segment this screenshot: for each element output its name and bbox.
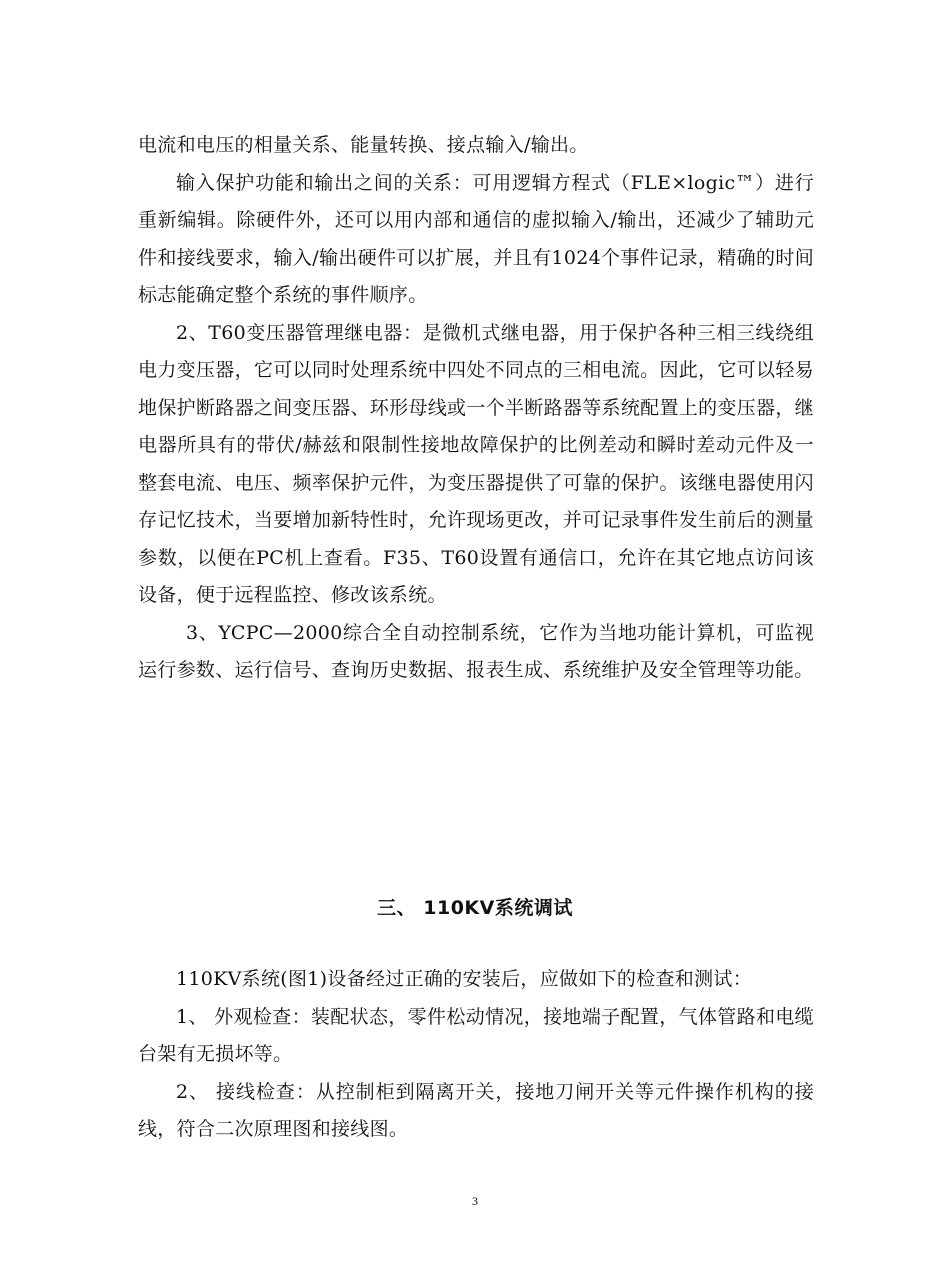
paragraph-wiring-inspection: 2、 接线检查：从控制柜到隔离开关，接地刀闸开关等元件操作机构的接线，符合二次原理图和接线图。	[138, 1080, 814, 1140]
paragraph-ycpc-system: 3、YCPC—2000综合全自动控制系统，它作为当地功能计算机，可监视运行参数、运行信号、查询历史数据、报表生成、系统维护及安全管理等功能。	[138, 621, 814, 681]
paragraph-t60-relay: 2、T60变压器管理继电器：是微机式继电器，用于保护各种三相三线绕组电力变压器，它可以同时处理系统中四处不同点的三相电流。因此，它可以轻易地保护断路器之间变压器、环形母线或一个半断路器等系统配置上的变压器，继电器所具有的带伏/赫兹和限制性接地故障保护的比例差动和瞬时差动元件及一整套电流、电压、频率保护元件，为变压器提供了可靠的保护。该继电器使用闪存记忆技术，当要增加新特性时，允许现场更改，并可记录事件发生前后的测量参数，以便在PC机上查看。F35、T60设置有通信口，允许在其它地点访问该设备，便于远程监控、修改该系统。	[138, 321, 814, 606]
lower-body-text	[138, 961, 814, 1149]
upper-body-text	[138, 127, 814, 690]
paragraph-logic-equation: 输入保护功能和输出之间的关系：可用逻辑方程式（FLE×logic™）进行重新编辑。除硬件外，还可以用内部和通信的虚拟输入/输出，还减少了辅助元件和接线要求，输入/输出硬件可以扩展，并且有1024个事件记录，精确的时间标志能确定整个系统的事件顺序。	[138, 171, 814, 306]
paragraph-visual-inspection: 1、 外观检查：装配状态，零件松动情况，接地端子配置，气体管路和电缆台架有无损坏等。	[138, 1005, 814, 1065]
page-number: 3	[472, 1194, 478, 1208]
section-heading: 三、 110KV系统调试	[377, 897, 573, 919]
paragraph-110kv-intro: 110KV系统(图1)设备经过正确的安装后，应做如下的检查和测试：	[176, 968, 752, 990]
paragraph-continuation: 电流和电压的相量关系、能量转换、接点输入/输出。	[138, 134, 589, 156]
